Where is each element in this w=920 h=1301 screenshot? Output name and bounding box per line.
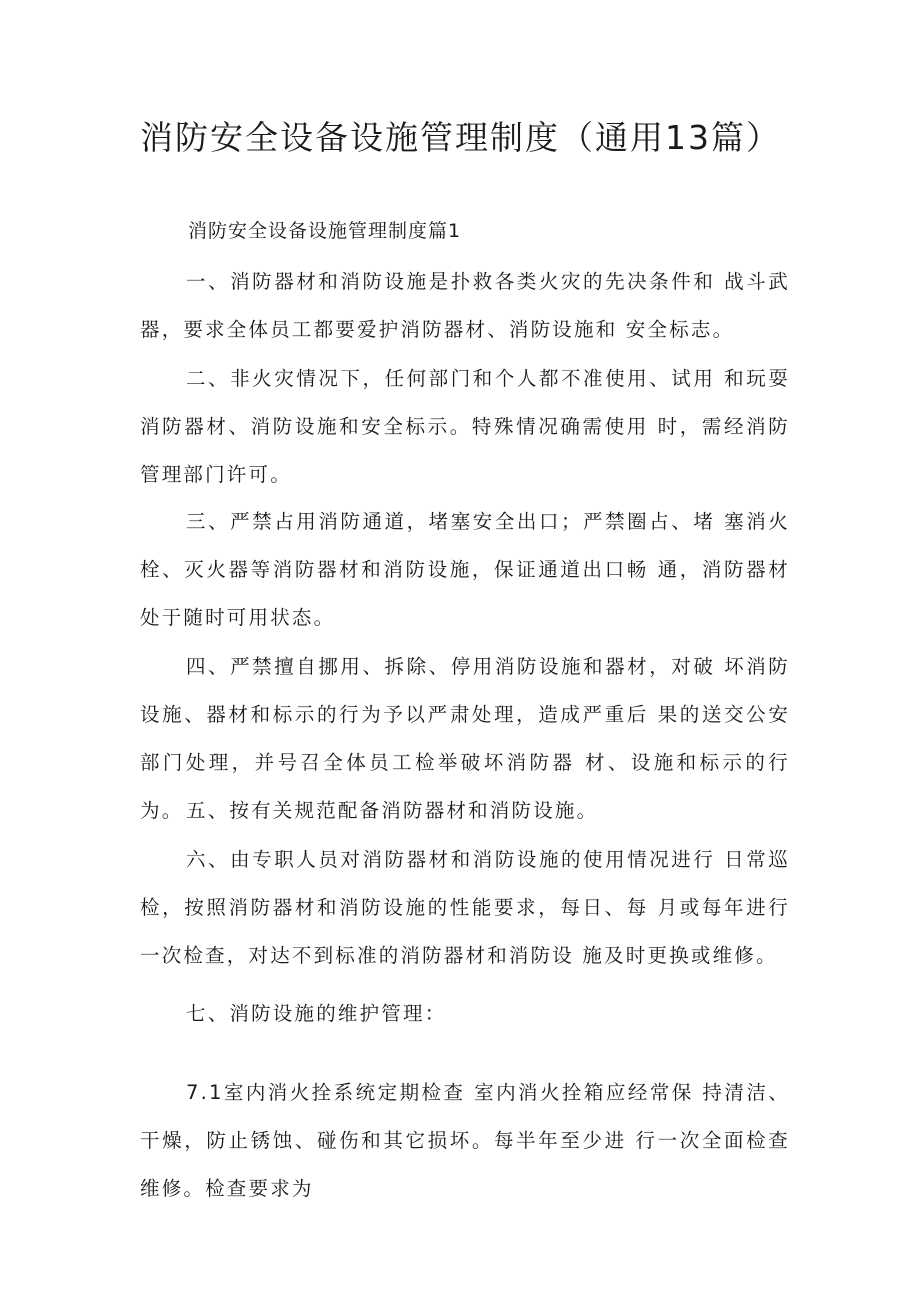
document-title: 消防安全设备设施管理制度（通用13篇） xyxy=(140,118,781,157)
paragraph-5: 五、按有关规范配备消防器材和消防设施。 xyxy=(186,799,599,822)
paragraph-7: 七、消防设施的维护管理： xyxy=(186,1002,447,1025)
paragraph-8: 7.1室内消火拴系统定期检查 室内消火拴箱应经常保 持清洁、干燥，防止锈蚀、碰伤和其它损坏。每半年至少进 行一次全面检查维修。检查要求为 xyxy=(140,1081,790,1200)
paragraph-4: 四、严禁擅自挪用、拆除、停用消防设施和器材，对破 坏消防设施、器材和标示的行为予以严肃处理，造成严重后 果的送交公安部门处理，并号召全体员工检举破坏消防器 材、设施和标示的行为。 xyxy=(140,655,790,822)
paragraph-6: 六、由专职人员对消防器材和消防设施的使用情况进行 日常巡检，按照消防器材和消防设施的性能要求，每日、每 月或每年进行一次检查，对达不到标准的消防器材和消防设 施及时更换或维修。 xyxy=(140,848,790,967)
section-heading: 消防安全设备设施管理制度篇1 xyxy=(188,220,462,242)
paragraph-1: 一、消防器材和消防设施是扑救各类火灾的先决条件和 战斗武器，要求全体员工都要爱护消防器材、消防设施和 安全标志。 xyxy=(140,270,790,341)
paragraph-2: 二、非火灾情况下，任何部门和个人都不准使用、试用 和玩耍消防器材、消防设施和安全标示。特殊情况确需使用 时，需经消防管理部门许可。 xyxy=(140,367,790,486)
paragraph-3: 三、严禁占用消防通道，堵塞安全出口；严禁圈占、堵 塞消火栓、灭火器等消防器材和消防设施，保证通道出口畅 通，消防器材处于随时可用状态。 xyxy=(140,510,790,629)
